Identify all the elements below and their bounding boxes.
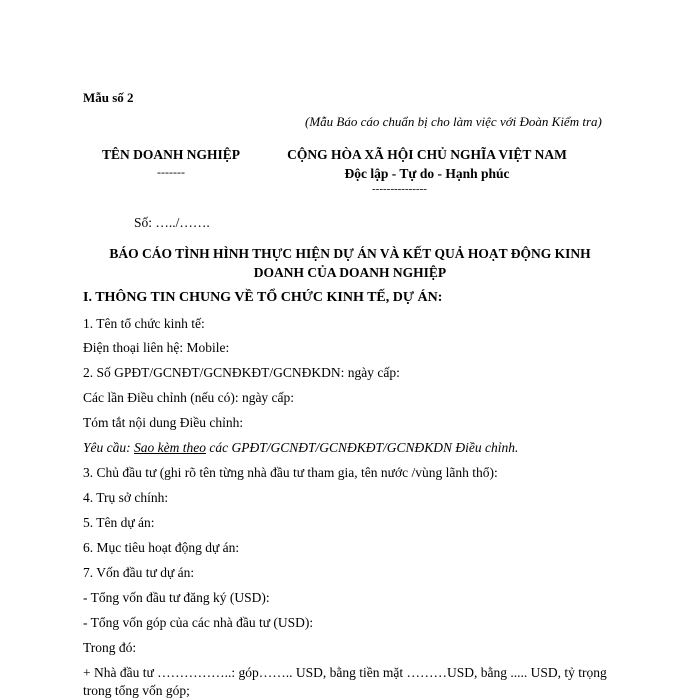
document-number: Số: …../……. bbox=[134, 215, 210, 230]
motto-dashes: --------------- bbox=[372, 183, 427, 195]
line-phone: Điện thoại liên hệ: Mobile: bbox=[83, 340, 230, 355]
country-name: CỘNG HÒA XÃ HỘI CHỦ NGHĨA VIỆT NAM bbox=[287, 147, 567, 162]
requirement-suffix: các GPĐT/GCNĐT/GCNĐKĐT/GCNĐKDN Điều chỉnh. bbox=[205, 440, 519, 455]
section-1-heading: I. THÔNG TIN CHUNG VỀ TỔ CHỨC KINH TẾ, DỰ ÁN: bbox=[83, 290, 443, 305]
report-title-line-2: DOANH CỦA DOANH NGHIỆP bbox=[253, 265, 447, 280]
form-label: Mẫu số 2 bbox=[83, 90, 134, 105]
requirement-underlined: Sao kèm theo bbox=[134, 440, 206, 455]
report-title-line-1: BÁO CÁO TÌNH HÌNH THỰC HIỆN DỰ ÁN VÀ KẾT QUẢ HOẠT ĐỘNG KINH bbox=[109, 246, 591, 261]
line-investor-contribution: + Nhà đầu tư ……………..: góp…….. USD, bằng tiền mặt ………USD, bằng ..... USD, tỷ trọng bbox=[83, 665, 607, 680]
line-of-which: Trong đó: bbox=[83, 640, 137, 655]
line-investor: 3. Chủ đầu tư (ghi rõ tên từng nhà đầu tư tham gia, tên nước /vùng lãnh thổ): bbox=[83, 465, 498, 480]
line-project-objective: 6. Mục tiêu hoạt động dự án: bbox=[83, 540, 240, 555]
line-certificate-number: 2. Số GPĐT/GCNĐT/GCNĐKĐT/GCNĐKDN: ngày cấp: bbox=[83, 365, 400, 380]
form-note: (Mẫu Báo cáo chuẩn bị cho làm việc với Đoàn Kiểm tra) bbox=[305, 114, 602, 129]
country-motto: Độc lập - Tự do - Hạnh phúc bbox=[344, 166, 510, 181]
company-dashes: ------- bbox=[157, 165, 185, 179]
requirement-prefix: Yêu cầu: bbox=[83, 440, 134, 455]
line-project-capital: 7. Vốn đầu tư dự án: bbox=[83, 565, 195, 580]
line-project-name: 5. Tên dự án: bbox=[83, 515, 155, 530]
company-name: TÊN DOANH NGHIỆP bbox=[101, 147, 240, 162]
line-registered-capital: - Tổng vốn đầu tư đăng ký (USD): bbox=[83, 590, 270, 605]
line-adjustment-summary: Tóm tắt nội dung Điều chỉnh: bbox=[83, 415, 244, 430]
line-requirement bbox=[83, 440, 518, 456]
line-adjustments: Các lần Điều chỉnh (nếu có): ngày cấp: bbox=[83, 390, 295, 405]
line-contributed-capital: - Tổng vốn góp của các nhà đầu tư (USD): bbox=[83, 615, 314, 630]
line-head-office: 4. Trụ sở chính: bbox=[83, 490, 169, 505]
line-share-of-capital: trong tổng vốn góp; bbox=[83, 683, 190, 698]
line-organization-name: 1. Tên tổ chức kinh tế: bbox=[83, 316, 205, 331]
